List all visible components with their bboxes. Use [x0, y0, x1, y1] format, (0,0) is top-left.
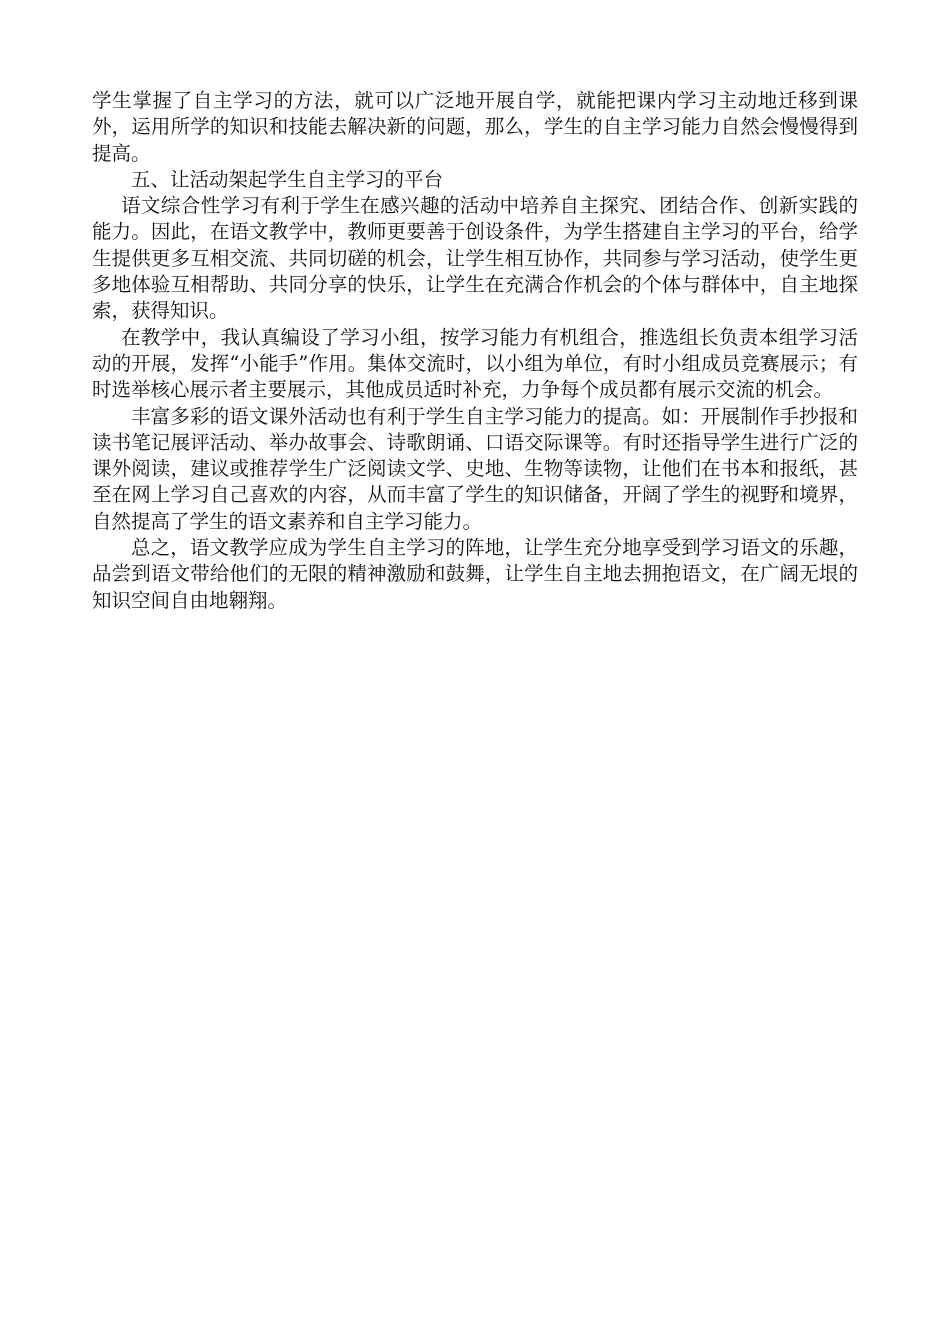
- paragraph-conclusion: 总之，语文教学应成为学生自主学习的阵地，让学生充分地享受到学习语文的乐趣，品尝到语文带给他们的无限的精神激励和鼓舞，让学生自主地去拥抱语文，在广阔无垠的知识空间自由地翱翔。: [92, 536, 858, 612]
- document-page: [92, 88, 858, 614]
- paragraph-study-groups: 在教学中，我认真编设了学习小组，按学习能力有机组合，推选组长负责本组学习活动的开展，发挥“小能手”作用。集体交流时，以小组为单位，有时小组成员竞赛展示；有时选举核心展示者主要展示，其他成员适时补充，力争每个成员都有展示交流的机会。: [92, 325, 858, 402]
- section-heading: 五、让活动架起学生自主学习的平台: [131, 167, 444, 191]
- paragraph-continuation: 学生掌握了自主学习的方法，就可以广泛地开展自学，就能把课内学习主动地迁移到课外，运用所学的知识和技能去解决新的问题，那么，学生的自主学习能力自然会慢慢得到提高。: [92, 89, 858, 165]
- paragraph-comprehensive-learning: 语文综合性学习有利于学生在感兴趣的活动中培养自主探究、团结合作、创新实践的能力。因此，在语文教学中，教师更要善于创设条件，为学生搭建自主学习的平台，给学生提供更多互相交流、共同切磋的机会，让学生相互协作，共同参与学习活动，使学生更多地体验互相帮助、共同分享的快乐，让学生在充满合作机会的个体与群体中，自主地探索，获得知识。: [92, 194, 858, 323]
- paragraph-extracurricular: 丰富多彩的语文课外活动也有利于学生自主学习能力的提高。如：开展制作手抄报和读书笔记展评活动、举办故事会、诗歌朗诵、口语交际课等。有时还指导学生进行广泛的课外阅读，建议或推荐学生广泛阅读文学、史地、生物等读物，让他们在书本和报纸，甚至在网上学习自己喜欢的内容，从而丰富了学生的知识储备，开阔了学生的视野和境界，自然提高了学生的语文素养和自主学习能力。: [92, 404, 858, 533]
